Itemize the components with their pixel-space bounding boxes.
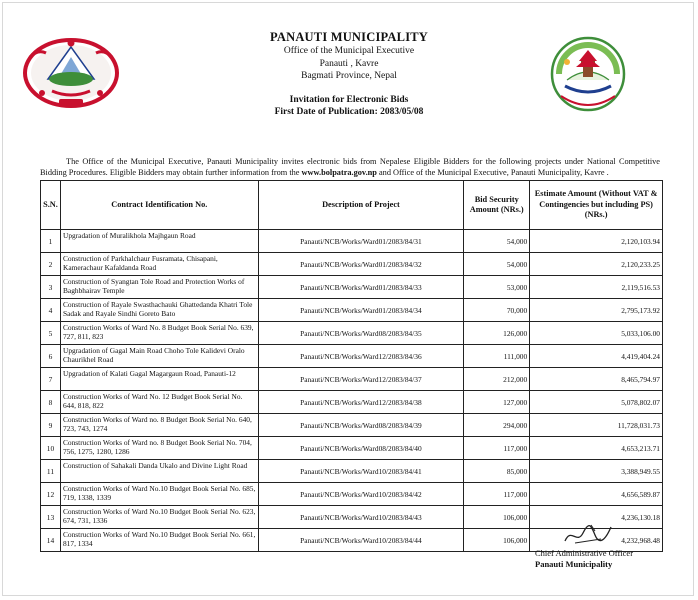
row-sn: 4 <box>41 299 61 322</box>
table-row <box>41 299 663 322</box>
row-contract-id: Panauti/NCB/Works/Ward12/2083/84/38 <box>258 391 464 414</box>
row-project-name: Upgradation of Gagal Main Road Choho Tole Kalidevi Oralo Chaurikhel Road <box>60 345 258 368</box>
row-estimate-amount: 4,232,968.48 <box>530 529 663 552</box>
table-header-row <box>41 181 663 230</box>
intro-paragraph <box>40 157 660 178</box>
row-contract-id: Panauti/NCB/Works/Ward01/2083/84/34 <box>258 299 464 322</box>
row-estimate-amount: 8,465,794.97 <box>530 368 663 391</box>
table-row <box>41 345 663 368</box>
row-project-name: Construction of Rayale Swasthachauki Ghattedanda Khatri Tole Sadak and Rayale Sindhi Goreto Bato <box>60 299 258 322</box>
row-bid-security: 294,000 <box>464 414 530 437</box>
row-estimate-amount: 4,236,130.18 <box>530 506 663 529</box>
table-row <box>41 460 663 483</box>
row-contract-id: Panauti/NCB/Works/Ward10/2083/84/43 <box>258 506 464 529</box>
signatory-title: Chief Administrative Officer <box>535 548 634 558</box>
table-row <box>41 483 663 506</box>
row-sn: 9 <box>41 414 61 437</box>
office-location: Panauti , Kavre <box>319 58 379 69</box>
row-estimate-amount: 4,653,213.71 <box>530 437 663 460</box>
col-header-estimate: Estimate Amount (Without VAT & Contingencies but including PS) (NRs.) <box>530 181 663 230</box>
row-sn: 10 <box>41 437 61 460</box>
table-row <box>41 253 663 276</box>
row-contract-id: Panauti/NCB/Works/Ward10/2083/84/41 <box>258 460 464 483</box>
col-header-bid-security: Bid Security Amount (NRs.) <box>464 181 530 230</box>
table-row <box>41 322 663 345</box>
signatory-organization: Panauti Municipality <box>535 559 613 569</box>
row-sn: 12 <box>41 483 61 506</box>
table-row <box>41 414 663 437</box>
row-contract-id: Panauti/NCB/Works/Ward01/2083/84/31 <box>258 230 464 253</box>
row-estimate-amount: 11,728,031.73 <box>530 414 663 437</box>
signature-mark-icon <box>561 519 615 549</box>
row-estimate-amount: 2,120,233.25 <box>530 253 663 276</box>
table-row <box>41 368 663 391</box>
row-estimate-amount: 2,795,173.92 <box>530 299 663 322</box>
table-row <box>41 391 663 414</box>
row-estimate-amount: 5,078,802.07 <box>530 391 663 414</box>
col-header-contract: Contract Identification No. <box>60 181 258 230</box>
row-sn: 7 <box>41 368 61 391</box>
row-project-name: Construction Works of Ward No.10 Budget Book Serial No. 661, 817, 1334 <box>60 529 258 552</box>
row-project-name: Construction of Parkhalchaur Fusramata, Chisapani, Kamerachaur Kafaldanda Road <box>60 253 258 276</box>
bolpatra-website-link[interactable]: www.bolpatra.gov.np <box>301 167 377 177</box>
row-project-name: Construction Works of Ward No. 12 Budget Book Serial No. 644, 818, 822 <box>60 391 258 414</box>
row-sn: 13 <box>41 506 61 529</box>
document-header <box>0 30 698 119</box>
row-bid-security: 212,000 <box>464 368 530 391</box>
row-sn: 3 <box>41 276 61 299</box>
row-bid-security: 53,000 <box>464 276 530 299</box>
office-name: Office of the Municipal Executive <box>283 46 415 56</box>
col-header-sn: S.N. <box>41 181 61 230</box>
row-sn: 2 <box>41 253 61 276</box>
intro-text-start: The Office of the Municipal Executive, Panauti Municipality invites electronic bids from Nepalese Eligible Bidders for the following projects under National Competitive Bidding Procedures. Eligible Bidders may obtain further information from the <box>40 157 660 177</box>
row-bid-security: 117,000 <box>464 437 530 460</box>
row-sn: 14 <box>41 529 61 552</box>
bids-table <box>40 180 663 552</box>
row-project-name: Construction Works of Ward no. 8 Budget Book Serial No. 704, 756, 1275, 1280, 1286 <box>60 437 258 460</box>
col-header-description: Description of Project <box>258 181 464 230</box>
row-bid-security: 106,000 <box>464 506 530 529</box>
row-bid-security: 126,000 <box>464 322 530 345</box>
intro-text-end: and Office of the Municipal Executive, Panauti Municipality, Kavre . <box>376 167 609 177</box>
row-contract-id: Panauti/NCB/Works/Ward08/2083/84/39 <box>258 414 464 437</box>
row-project-name: Upgradation of Muralikhola Majhgaun Road <box>60 230 258 253</box>
row-project-name: Construction Works of Ward No. 8 Budget Book Serial No. 639, 727, 811, 823 <box>60 322 258 345</box>
row-bid-security: 117,000 <box>464 483 530 506</box>
row-bid-security: 111,000 <box>464 345 530 368</box>
row-bid-security: 127,000 <box>464 391 530 414</box>
row-bid-security: 54,000 <box>464 253 530 276</box>
row-contract-id: Panauti/NCB/Works/Ward08/2083/84/35 <box>258 322 464 345</box>
publication-date: First Date of Publication: 2083/05/08 <box>274 107 424 117</box>
signature-block <box>535 548 633 570</box>
row-estimate-amount: 4,419,404.24 <box>530 345 663 368</box>
row-contract-id: Panauti/NCB/Works/Ward10/2083/84/44 <box>258 529 464 552</box>
notice-title: Invitation for Electronic Bids <box>289 94 409 105</box>
row-contract-id: Panauti/NCB/Works/Ward12/2083/84/36 <box>258 345 464 368</box>
table-row <box>41 276 663 299</box>
province-name: Bagmati Province, Nepal <box>301 71 397 81</box>
row-contract-id: Panauti/NCB/Works/Ward08/2083/84/40 <box>258 437 464 460</box>
row-estimate-amount: 2,119,516.53 <box>530 276 663 299</box>
row-project-name: Construction of Syangtan Tole Road and Protection Works of Baghbhairav Temple <box>60 276 258 299</box>
row-project-name: Construction Works of Ward No.10 Budget Book Serial No. 685, 719, 1338, 1339 <box>60 483 258 506</box>
row-sn: 1 <box>41 230 61 253</box>
row-estimate-amount: 4,656,589.87 <box>530 483 663 506</box>
row-contract-id: Panauti/NCB/Works/Ward12/2083/84/37 <box>258 368 464 391</box>
row-contract-id: Panauti/NCB/Works/Ward01/2083/84/32 <box>258 253 464 276</box>
row-bid-security: 85,000 <box>464 460 530 483</box>
row-estimate-amount: 5,033,106.00 <box>530 322 663 345</box>
row-bid-security: 54,000 <box>464 230 530 253</box>
row-sn: 6 <box>41 345 61 368</box>
table-row <box>41 437 663 460</box>
table-row <box>41 230 663 253</box>
municipality-title: PANAUTI MUNICIPALITY <box>269 30 429 44</box>
row-bid-security: 70,000 <box>464 299 530 322</box>
row-project-name: Construction Works of Ward no. 8 Budget Book Serial No. 640, 723, 743, 1274 <box>60 414 258 437</box>
row-estimate-amount: 2,120,103.94 <box>530 230 663 253</box>
row-project-name: Construction Works of Ward No.10 Budget Book Serial No. 623, 674, 731, 1336 <box>60 506 258 529</box>
row-sn: 11 <box>41 460 61 483</box>
row-contract-id: Panauti/NCB/Works/Ward10/2083/84/42 <box>258 483 464 506</box>
row-contract-id: Panauti/NCB/Works/Ward01/2083/84/33 <box>258 276 464 299</box>
row-project-name: Construction of Sahakali Danda Ukalo and Divine Light Road <box>60 460 258 483</box>
row-sn: 8 <box>41 391 61 414</box>
row-estimate-amount: 3,388,949.55 <box>530 460 663 483</box>
row-project-name: Upgradation of Kalati Gagal Magargaun Road, Panauti-12 <box>60 368 258 391</box>
row-bid-security: 106,000 <box>464 529 530 552</box>
row-sn: 5 <box>41 322 61 345</box>
